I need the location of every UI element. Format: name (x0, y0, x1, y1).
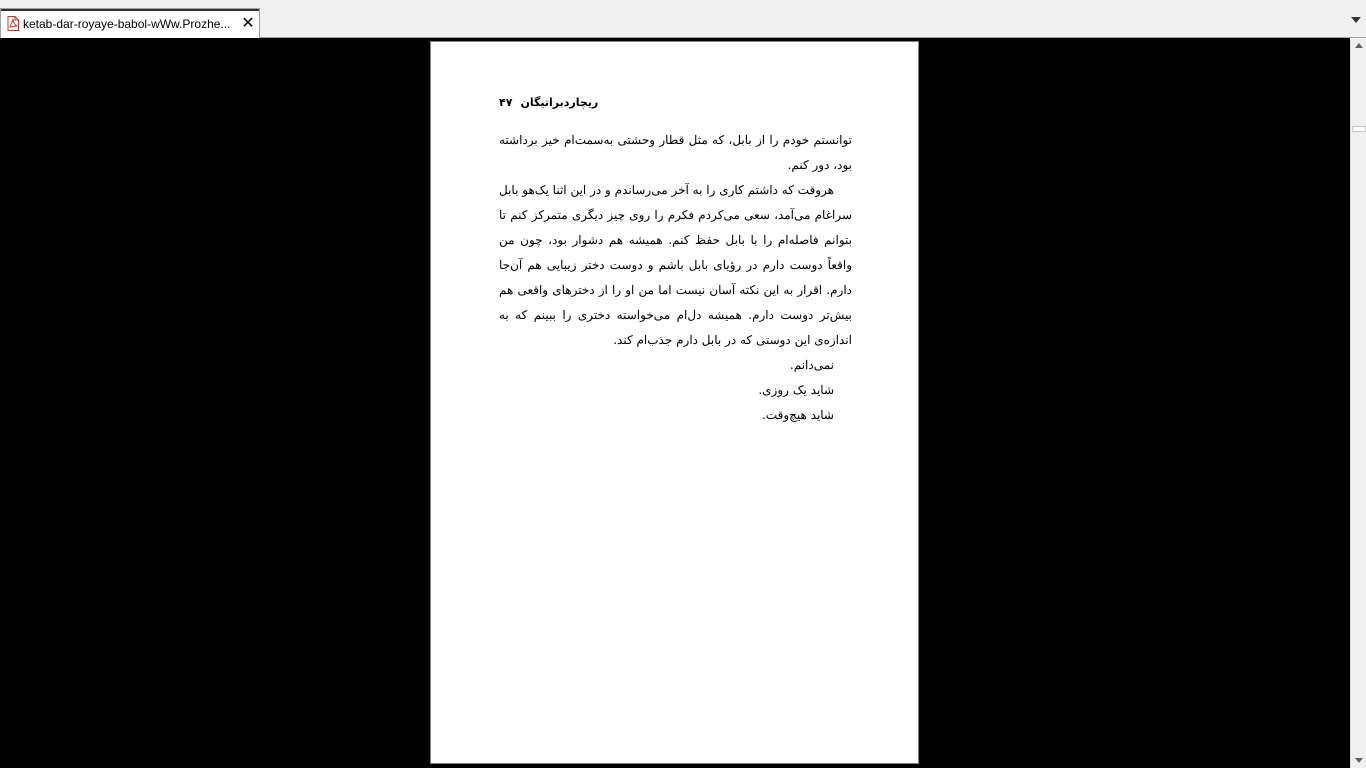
paragraph: هروقت که داشتم کاری را به آخر می‌رساندم و در این اثنا یک‌هو بابل سراغام می‌آمد، سعی می‌کردم فکرم را روی چیز دیگری متمرکز کنم تا بتوانم فاصله‌ام را با بابل حفظ کنم. همیشه هم دشوار بود، چون من واقعاً دوست دارم در رؤیای بابل باشم و دوست دختر زیبایی هم آن‌جا دارم. اقرار به این نکته آسان نیست اما من او را از دخترهای واقعی هم بیش‌تر دوست دارم. همیشه دل‌ام می‌خواسته دختری را ببینم که به اندازه‌ی این دوستی که در بابل دارم جذب‌ام کند. (499, 183, 852, 347)
scroll-up-arrow-icon[interactable] (1351, 38, 1366, 54)
scroll-down-arrow-icon[interactable] (1351, 752, 1366, 768)
short-line: شاید یک روزی. (758, 383, 834, 397)
pdf-page (430, 41, 919, 764)
document-tab[interactable] (0, 8, 260, 38)
page-number: ۴۷ (499, 96, 513, 109)
tab-bar (0, 0, 1366, 38)
pdf-document-icon (7, 16, 19, 31)
paragraph: توانستم خودم را از بابل، که مثل قطار وحشتی به‌سمت‌ام خیز برداشته بود، دور کنم. (499, 133, 852, 172)
page-body-text (499, 128, 852, 428)
running-title: ریچاردبراتیگان (520, 96, 599, 109)
vertical-scrollbar[interactable] (1350, 38, 1366, 768)
page-header (499, 96, 598, 109)
active-tab-indicator (1, 9, 259, 11)
close-tab-icon[interactable]: ✕ (241, 14, 255, 32)
scrollbar-thumb[interactable] (1352, 126, 1366, 132)
chevron-down-icon[interactable] (1350, 14, 1362, 26)
document-viewer[interactable] (0, 38, 1350, 768)
short-line: شاید هیچ‌وقت. (762, 408, 834, 422)
short-line: نمی‌دانم. (789, 358, 834, 372)
tab-title: ketab-dar-royaye-babol-wWw.Prozhe... (23, 16, 231, 31)
